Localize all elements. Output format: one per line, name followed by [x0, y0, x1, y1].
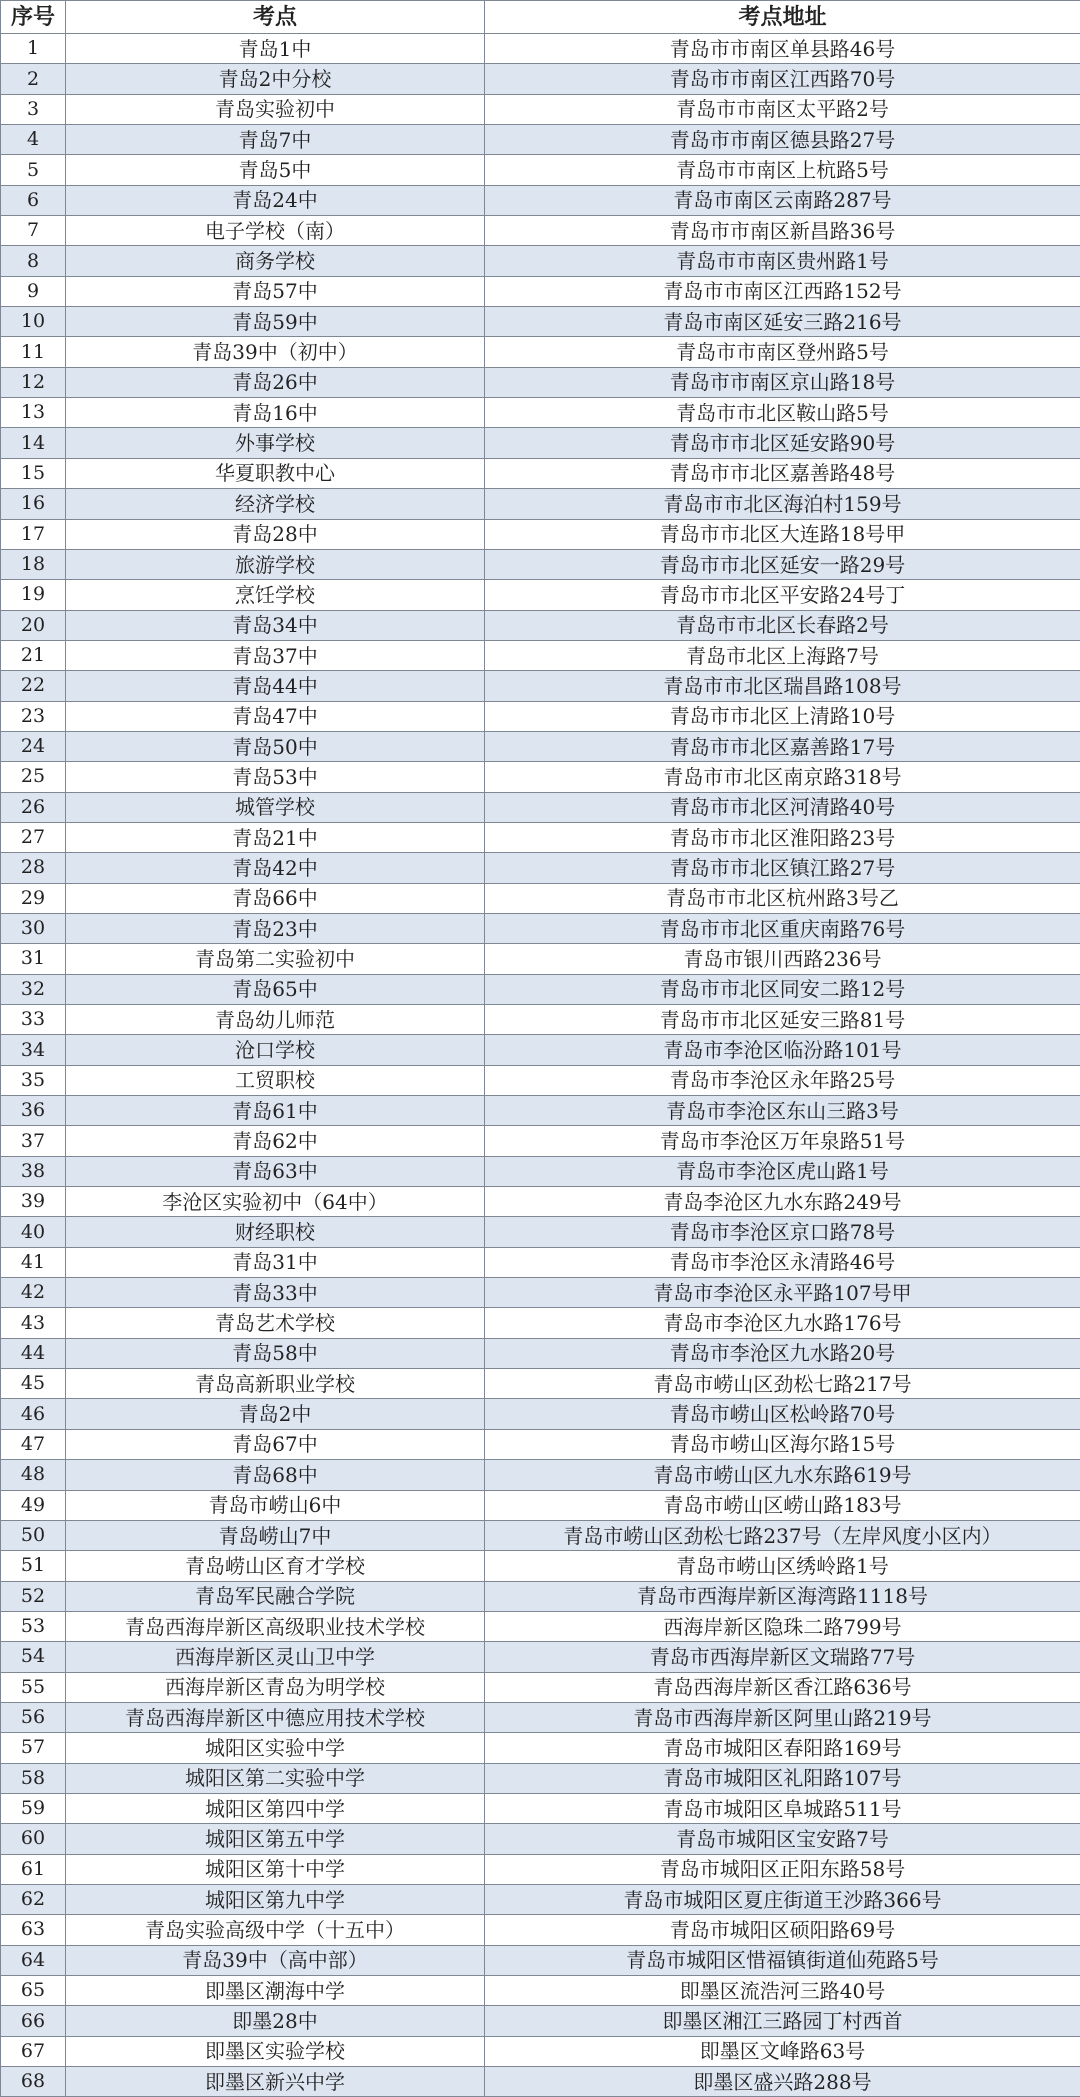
address-cell: 青岛市市北区延安三路81号: [485, 1005, 1080, 1035]
exam-site-cell: 青岛39中（高中部）: [66, 1945, 485, 1975]
exam-site-cell: 青岛7中: [66, 125, 485, 155]
exam-site-cell: 青岛57中: [66, 276, 485, 306]
table-row: [1, 519, 1080, 549]
serial-number-cell: 8: [1, 246, 66, 276]
serial-number-cell: 68: [1, 2067, 66, 2097]
exam-site-cell: 青岛37中: [66, 640, 485, 670]
exam-site-cell: 青岛68中: [66, 1460, 485, 1490]
table-row: [1, 1308, 1080, 1338]
exam-site-cell: 青岛66中: [66, 883, 485, 913]
serial-number-cell: 36: [1, 1096, 66, 1126]
table-row: [1, 1460, 1080, 1490]
address-cell: 青岛市北区上海路7号: [485, 640, 1080, 670]
exam-site-cell: 青岛53中: [66, 762, 485, 792]
exam-site-cell: 青岛58中: [66, 1338, 485, 1368]
serial-number-cell: 12: [1, 367, 66, 397]
address-cell: 青岛市城阳区硕阳路69号: [485, 1915, 1080, 1945]
table-row: [1, 701, 1080, 731]
table-row: [1, 1035, 1080, 1065]
address-cell: 青岛市城阳区礼阳路107号: [485, 1763, 1080, 1793]
address-cell: 青岛李沧区九水东路249号: [485, 1187, 1080, 1217]
serial-number-cell: 1: [1, 34, 66, 64]
address-cell: 青岛市市南区江西路70号: [485, 64, 1080, 94]
serial-number-cell: 32: [1, 974, 66, 1004]
table-row: [1, 731, 1080, 761]
table-row: [1, 1763, 1080, 1793]
table-row: [1, 1672, 1080, 1702]
serial-number-cell: 6: [1, 185, 66, 215]
table-row: [1, 398, 1080, 428]
table-row: [1, 1096, 1080, 1126]
serial-number-cell: 57: [1, 1733, 66, 1763]
exam-site-cell: 青岛1中: [66, 34, 485, 64]
serial-number-cell: 16: [1, 489, 66, 519]
exam-site-cell: 工贸职校: [66, 1065, 485, 1095]
table-row: [1, 883, 1080, 913]
serial-number-cell: 47: [1, 1429, 66, 1459]
exam-site-cell: 青岛5中: [66, 155, 485, 185]
address-cell: 青岛市城阳区阜城路511号: [485, 1793, 1080, 1823]
address-cell: 青岛市李沧区虎山路1号: [485, 1156, 1080, 1186]
exam-site-cell: 青岛59中: [66, 307, 485, 337]
address-cell: 青岛市市北区同安二路12号: [485, 974, 1080, 1004]
header-row: [1, 1, 1080, 34]
serial-number-cell: 33: [1, 1005, 66, 1035]
exam-site-cell: 青岛西海岸新区中德应用技术学校: [66, 1702, 485, 1732]
table-row: [1, 1642, 1080, 1672]
serial-number-cell: 63: [1, 1915, 66, 1945]
serial-number-cell: 30: [1, 913, 66, 943]
address-cell: 青岛市市北区长春路2号: [485, 610, 1080, 640]
exam-site-cell: 李沧区实验初中（64中）: [66, 1187, 485, 1217]
table-row: [1, 458, 1080, 488]
address-cell: 青岛市李沧区临汾路101号: [485, 1035, 1080, 1065]
serial-number-cell: 54: [1, 1642, 66, 1672]
serial-number-cell: 21: [1, 640, 66, 670]
table-row: [1, 1884, 1080, 1914]
address-cell: 青岛市市北区重庆南路76号: [485, 913, 1080, 943]
table-row: [1, 822, 1080, 852]
table-row: [1, 640, 1080, 670]
exam-site-cell: 城阳区第五中学: [66, 1824, 485, 1854]
exam-site-cell: 电子学校（南）: [66, 216, 485, 246]
exam-site-cell: 青岛26中: [66, 367, 485, 397]
table-row: [1, 34, 1080, 64]
table-row: [1, 307, 1080, 337]
exam-site-cell: 经济学校: [66, 489, 485, 519]
exam-site-cell: 青岛23中: [66, 913, 485, 943]
serial-number-cell: 64: [1, 1945, 66, 1975]
address-cell: 青岛市市北区嘉善路17号: [485, 731, 1080, 761]
serial-number-cell: 35: [1, 1065, 66, 1095]
serial-number-cell: 40: [1, 1217, 66, 1247]
serial-number-cell: 49: [1, 1490, 66, 1520]
serial-number-cell: 38: [1, 1156, 66, 1186]
serial-number-cell: 19: [1, 580, 66, 610]
serial-number-cell: 65: [1, 1976, 66, 2006]
serial-number-cell: 55: [1, 1672, 66, 1702]
address-cell: 青岛市南区云南路287号: [485, 185, 1080, 215]
exam-site-cell: 青岛62中: [66, 1126, 485, 1156]
table-row: [1, 1369, 1080, 1399]
address-cell: 青岛西海岸新区香江路636号: [485, 1672, 1080, 1702]
exam-site-cell: 青岛44中: [66, 671, 485, 701]
exam-site-cell: 青岛42中: [66, 853, 485, 883]
address-cell: 青岛市市北区镇江路27号: [485, 853, 1080, 883]
exam-site-cell: 青岛28中: [66, 519, 485, 549]
serial-number-cell: 34: [1, 1035, 66, 1065]
serial-number-cell: 44: [1, 1338, 66, 1368]
address-cell: 青岛市城阳区宝安路7号: [485, 1824, 1080, 1854]
address-cell: 西海岸新区隐珠二路799号: [485, 1611, 1080, 1641]
serial-number-cell: 11: [1, 337, 66, 367]
serial-number-cell: 9: [1, 276, 66, 306]
serial-number-cell: 50: [1, 1520, 66, 1550]
address-cell: 青岛市李沧区东山三路3号: [485, 1096, 1080, 1126]
serial-number-cell: 27: [1, 822, 66, 852]
exam-site-cell: 外事学校: [66, 428, 485, 458]
serial-number-cell: 60: [1, 1824, 66, 1854]
serial-number-cell: 61: [1, 1854, 66, 1884]
exam-site-cell: 青岛幼儿师范: [66, 1005, 485, 1035]
table-row: [1, 580, 1080, 610]
table-row: [1, 155, 1080, 185]
exam-site-cell: 青岛西海岸新区高级职业技术学校: [66, 1611, 485, 1641]
address-cell: 即墨区文峰路63号: [485, 2036, 1080, 2066]
serial-number-cell: 42: [1, 1278, 66, 1308]
serial-number-cell: 52: [1, 1581, 66, 1611]
serial-number-cell: 67: [1, 2036, 66, 2066]
address-cell: 青岛市崂山区绣岭路1号: [485, 1551, 1080, 1581]
exam-site-cell: 城阳区第九中学: [66, 1884, 485, 1914]
table-row: [1, 1551, 1080, 1581]
table-row: [1, 216, 1080, 246]
exam-site-cell: 青岛31中: [66, 1247, 485, 1277]
serial-number-cell: 53: [1, 1611, 66, 1641]
serial-number-cell: 14: [1, 428, 66, 458]
table-row: [1, 1915, 1080, 1945]
table-row: [1, 1854, 1080, 1884]
exam-site-cell: 城阳区第十中学: [66, 1854, 485, 1884]
table-row: [1, 1581, 1080, 1611]
address-cell: 青岛市市南区德县路27号: [485, 125, 1080, 155]
serial-number-cell: 58: [1, 1763, 66, 1793]
address-cell: 青岛市市南区京山路18号: [485, 367, 1080, 397]
table-row: [1, 974, 1080, 1004]
exam-site-cell: 西海岸新区灵山卫中学: [66, 1642, 485, 1672]
address-cell: 即墨区盛兴路288号: [485, 2067, 1080, 2097]
table-row: [1, 1187, 1080, 1217]
table-row: [1, 1733, 1080, 1763]
exam-site-cell: 城阳区第四中学: [66, 1793, 485, 1823]
exam-site-cell: 即墨28中: [66, 2006, 485, 2036]
exam-site-cell: 华夏职教中心: [66, 458, 485, 488]
address-cell: 青岛市西海岸新区文瑞路77号: [485, 1642, 1080, 1672]
table-row: [1, 367, 1080, 397]
exam-site-cell: 青岛军民融合学院: [66, 1581, 485, 1611]
address-cell: 青岛市崂山区海尔路15号: [485, 1429, 1080, 1459]
table-row: [1, 1976, 1080, 2006]
address-cell: 青岛市市北区鞍山路5号: [485, 398, 1080, 428]
exam-site-cell: 即墨区潮海中学: [66, 1976, 485, 2006]
address-cell: 青岛市市北区瑞昌路108号: [485, 671, 1080, 701]
address-cell: 青岛市崂山区崂山路183号: [485, 1490, 1080, 1520]
table-row: [1, 337, 1080, 367]
table-row: [1, 671, 1080, 701]
exam-site-cell: 青岛61中: [66, 1096, 485, 1126]
exam-site-cell: 财经职校: [66, 1217, 485, 1247]
table-row: [1, 2036, 1080, 2066]
table-row: [1, 276, 1080, 306]
header-exam-site-address: 考点地址: [485, 1, 1080, 34]
address-cell: 青岛市李沧区万年泉路51号: [485, 1126, 1080, 1156]
exam-site-cell: 青岛34中: [66, 610, 485, 640]
exam-site-cell: 青岛16中: [66, 398, 485, 428]
table-row: [1, 853, 1080, 883]
table-row: [1, 1247, 1080, 1277]
exam-site-cell: 青岛2中: [66, 1399, 485, 1429]
table-row: [1, 1156, 1080, 1186]
exam-site-cell: 青岛高新职业学校: [66, 1369, 485, 1399]
serial-number-cell: 62: [1, 1884, 66, 1914]
serial-number-cell: 18: [1, 549, 66, 579]
serial-number-cell: 37: [1, 1126, 66, 1156]
serial-number-cell: 10: [1, 307, 66, 337]
serial-number-cell: 51: [1, 1551, 66, 1581]
table-row: [1, 1278, 1080, 1308]
address-cell: 青岛市市北区上清路10号: [485, 701, 1080, 731]
table-row: [1, 1824, 1080, 1854]
address-cell: 青岛市城阳区夏庄街道王沙路366号: [485, 1884, 1080, 1914]
address-cell: 青岛市市北区南京路318号: [485, 762, 1080, 792]
serial-number-cell: 22: [1, 671, 66, 701]
serial-number-cell: 45: [1, 1369, 66, 1399]
exam-site-cell: 青岛崂山7中: [66, 1520, 485, 1550]
table-row: [1, 610, 1080, 640]
address-cell: 青岛市南区延安三路216号: [485, 307, 1080, 337]
exam-site-cell: 青岛实验高级中学（十五中）: [66, 1915, 485, 1945]
table-row: [1, 913, 1080, 943]
serial-number-cell: 15: [1, 458, 66, 488]
exam-site-cell: 沧口学校: [66, 1035, 485, 1065]
table-row: [1, 1399, 1080, 1429]
exam-site-cell: 烹饪学校: [66, 580, 485, 610]
serial-number-cell: 13: [1, 398, 66, 428]
serial-number-cell: 2: [1, 64, 66, 94]
exam-site-cell: 青岛第二实验初中: [66, 944, 485, 974]
serial-number-cell: 24: [1, 731, 66, 761]
address-cell: 即墨区流浩河三路40号: [485, 1976, 1080, 2006]
serial-number-cell: 48: [1, 1460, 66, 1490]
address-cell: 青岛市崂山区松岭路70号: [485, 1399, 1080, 1429]
table-row: [1, 944, 1080, 974]
address-cell: 青岛市市北区平安路24号丁: [485, 580, 1080, 610]
address-cell: 青岛市城阳区春阳路169号: [485, 1733, 1080, 1763]
serial-number-cell: 4: [1, 125, 66, 155]
address-cell: 青岛市城阳区惜福镇街道仙苑路5号: [485, 1945, 1080, 1975]
exam-site-cell: 青岛崂山区育才学校: [66, 1551, 485, 1581]
table-row: [1, 1338, 1080, 1368]
serial-number-cell: 31: [1, 944, 66, 974]
table-row: [1, 762, 1080, 792]
address-cell: 青岛市市北区大连路18号甲: [485, 519, 1080, 549]
address-cell: 青岛市李沧区永年路25号: [485, 1065, 1080, 1095]
table-row: [1, 94, 1080, 124]
table-row: [1, 2067, 1080, 2097]
address-cell: 青岛市崂山区劲松七路237号（左岸风度小区内）: [485, 1520, 1080, 1550]
serial-number-cell: 66: [1, 2006, 66, 2036]
exam-site-cell: 青岛50中: [66, 731, 485, 761]
address-cell: 青岛市李沧区京口路78号: [485, 1217, 1080, 1247]
exam-site-cell: 青岛47中: [66, 701, 485, 731]
address-cell: 青岛市市北区淮阳路23号: [485, 822, 1080, 852]
serial-number-cell: 41: [1, 1247, 66, 1277]
table-row: [1, 1217, 1080, 1247]
address-cell: 青岛市市南区江西路152号: [485, 276, 1080, 306]
exam-site-cell: 即墨区实验学校: [66, 2036, 485, 2066]
serial-number-cell: 7: [1, 216, 66, 246]
serial-number-cell: 25: [1, 762, 66, 792]
address-cell: 青岛市市北区杭州路3号乙: [485, 883, 1080, 913]
serial-number-cell: 46: [1, 1399, 66, 1429]
exam-site-cell: 城阳区实验中学: [66, 1733, 485, 1763]
address-cell: 青岛市崂山区九水东路619号: [485, 1460, 1080, 1490]
exam-site-cell: 青岛2中分校: [66, 64, 485, 94]
address-cell: 青岛市市北区河清路40号: [485, 792, 1080, 822]
table-row: [1, 1793, 1080, 1823]
header-serial-number: 序号: [1, 1, 66, 34]
exam-site-cell: 青岛63中: [66, 1156, 485, 1186]
table-row: [1, 1702, 1080, 1732]
address-cell: 即墨区湘江三路园丁村西首: [485, 2006, 1080, 2036]
exam-site-cell: 城管学校: [66, 792, 485, 822]
table-row: [1, 549, 1080, 579]
address-cell: 青岛市城阳区正阳东路58号: [485, 1854, 1080, 1884]
exam-site-cell: 青岛39中（初中）: [66, 337, 485, 367]
serial-number-cell: 59: [1, 1793, 66, 1823]
serial-number-cell: 28: [1, 853, 66, 883]
serial-number-cell: 3: [1, 94, 66, 124]
address-cell: 青岛市市南区单县路46号: [485, 34, 1080, 64]
address-cell: 青岛市西海岸新区阿里山路219号: [485, 1702, 1080, 1732]
serial-number-cell: 17: [1, 519, 66, 549]
exam-site-cell: 商务学校: [66, 246, 485, 276]
address-cell: 青岛市市北区延安路90号: [485, 428, 1080, 458]
exam-site-cell: 青岛艺术学校: [66, 1308, 485, 1338]
table-row: [1, 1005, 1080, 1035]
exam-site-cell: 旅游学校: [66, 549, 485, 579]
table-header: [1, 1, 1080, 34]
table-row: [1, 1611, 1080, 1641]
header-exam-site: 考点: [66, 1, 485, 34]
exam-site-cell: 即墨区新兴中学: [66, 2067, 485, 2097]
table-row: [1, 1429, 1080, 1459]
address-cell: 青岛市市南区上杭路5号: [485, 155, 1080, 185]
serial-number-cell: 20: [1, 610, 66, 640]
exam-site-cell: 青岛市崂山6中: [66, 1490, 485, 1520]
table-row: [1, 185, 1080, 215]
serial-number-cell: 43: [1, 1308, 66, 1338]
table-row: [1, 428, 1080, 458]
address-cell: 青岛市市南区贵州路1号: [485, 246, 1080, 276]
table-row: [1, 1126, 1080, 1156]
table-row: [1, 125, 1080, 155]
address-cell: 青岛市李沧区九水路20号: [485, 1338, 1080, 1368]
address-cell: 青岛市市北区海泊村159号: [485, 489, 1080, 519]
address-cell: 青岛市市南区登州路5号: [485, 337, 1080, 367]
table-row: [1, 246, 1080, 276]
serial-number-cell: 26: [1, 792, 66, 822]
address-cell: 青岛市市北区延安一路29号: [485, 549, 1080, 579]
address-cell: 青岛市崂山区劲松七路217号: [485, 1369, 1080, 1399]
address-cell: 青岛市西海岸新区海湾路1118号: [485, 1581, 1080, 1611]
serial-number-cell: 39: [1, 1187, 66, 1217]
serial-number-cell: 56: [1, 1702, 66, 1732]
exam-site-cell: 西海岸新区青岛为明学校: [66, 1672, 485, 1702]
address-cell: 青岛市银川西路236号: [485, 944, 1080, 974]
table-row: [1, 64, 1080, 94]
exam-site-cell: 城阳区第二实验中学: [66, 1763, 485, 1793]
table-row: [1, 1520, 1080, 1550]
exam-site-cell: 青岛实验初中: [66, 94, 485, 124]
serial-number-cell: 29: [1, 883, 66, 913]
exam-site-cell: 青岛67中: [66, 1429, 485, 1459]
address-cell: 青岛市李沧区永清路46号: [485, 1247, 1080, 1277]
table-row: [1, 1945, 1080, 1975]
address-cell: 青岛市李沧区九水路176号: [485, 1308, 1080, 1338]
serial-number-cell: 23: [1, 701, 66, 731]
table-row: [1, 1490, 1080, 1520]
address-cell: 青岛市市南区新昌路36号: [485, 216, 1080, 246]
exam-site-cell: 青岛65中: [66, 974, 485, 1004]
address-cell: 青岛市市南区太平路2号: [485, 94, 1080, 124]
table-row: [1, 1065, 1080, 1095]
table-row: [1, 489, 1080, 519]
address-cell: 青岛市李沧区永平路107号甲: [485, 1278, 1080, 1308]
address-cell: 青岛市市北区嘉善路48号: [485, 458, 1080, 488]
table-body: [1, 34, 1080, 2097]
exam-site-cell: 青岛33中: [66, 1278, 485, 1308]
table-row: [1, 2006, 1080, 2036]
exam-site-cell: 青岛21中: [66, 822, 485, 852]
table-row: [1, 792, 1080, 822]
serial-number-cell: 5: [1, 155, 66, 185]
exam-site-cell: 青岛24中: [66, 185, 485, 215]
